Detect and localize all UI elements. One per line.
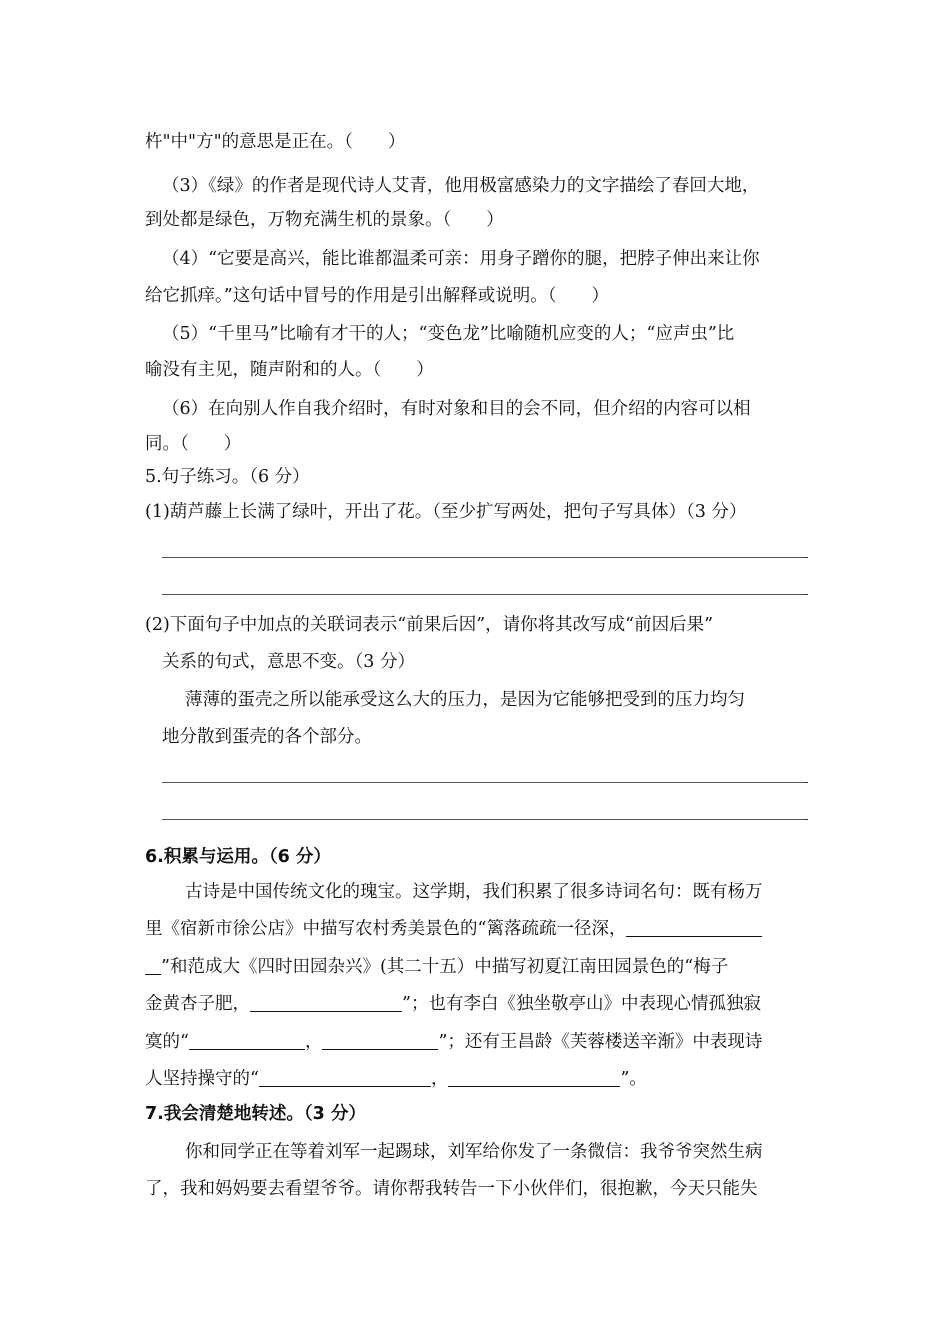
q6-line2-text: 里《宿新市徐公店》中描写农村秀美景色的“篱落疏疏一径深， xyxy=(145,919,627,939)
q6-line3 xyxy=(145,955,728,979)
fill-blank[interactable] xyxy=(189,1031,305,1050)
fill-blank[interactable] xyxy=(250,993,402,1012)
q7-line2: 了，我和妈妈要去看望爷爷。请你帮我转告一下小伙伴们，很抱歉，今天只能失 xyxy=(145,1179,758,1199)
q6-line6-text-c: ”。 xyxy=(620,1069,647,1089)
fill-blank[interactable] xyxy=(259,1068,431,1087)
q6-line4-text-a: 金黄杏子肥， xyxy=(145,994,250,1014)
q6-line6-text-a: 人坚持操守的“ xyxy=(145,1069,259,1089)
q4-item3-line2: 到处都是绿色，万物充满生机的景象。（ ） xyxy=(145,210,504,230)
q4-item6-line2: 同。（ ） xyxy=(145,434,242,454)
fill-blank[interactable] xyxy=(322,1031,438,1050)
q5-heading: 5.句子练习。（6 分） xyxy=(145,467,310,487)
q6-line4-text-b: ”；也有李白《独坐敬亭山》中表现心情孤独寂 xyxy=(402,994,761,1014)
fill-blank-continued[interactable] xyxy=(145,956,161,975)
answer-line[interactable] xyxy=(162,557,805,558)
q5-sub2-line2: 关系的句式，意思不变。（3 分） xyxy=(162,652,415,672)
q7-heading: 7.我会清楚地转述。（3 分） xyxy=(145,1104,366,1124)
q4-item6-line1: （6）在向别人作自我介绍时，有时对象和目的会不同，但介绍的内容可以相 xyxy=(162,399,751,419)
fill-blank[interactable] xyxy=(626,918,762,937)
answer-line[interactable] xyxy=(162,594,805,595)
q5-sub1: (1)葫芦藤上长满了绿叶，开出了花。（至少扩写两处，把句子写具体）（3 分） xyxy=(145,502,747,522)
q6-line6 xyxy=(145,1067,647,1091)
q6-line5 xyxy=(145,1030,762,1054)
q4-item5-line1: （5）“千里马”比喻有才干的人；“变色龙”比喻随机应变的人；“应声虫”比 xyxy=(162,324,735,344)
q6-line5-text-a: 寞的“ xyxy=(145,1032,189,1052)
q6-line5-text-b: ， xyxy=(304,1032,323,1052)
q6-line4 xyxy=(145,992,761,1016)
q4-item5-line2: 喻没有主见，随声附和的人。（ ） xyxy=(145,360,434,380)
fill-blank[interactable] xyxy=(448,1068,620,1087)
answer-line[interactable] xyxy=(162,782,805,783)
q6-line2 xyxy=(145,917,762,941)
q6-line3-text: ”和范成大《四时田园杂兴》(其二十五）中描写初夏江南田园景色的“梅子 xyxy=(161,957,729,977)
q5-sub2-line1: (2)下面句子中加点的关联词表示“前果后因”，请你将其改写成“前因后果” xyxy=(145,615,714,635)
q6-heading: 6.积累与运用。（6 分） xyxy=(145,847,331,867)
q4-line0: 杵"中"方"的意思是正在。（ ） xyxy=(145,132,406,152)
q6-line1: 古诗是中国传统文化的瑰宝。这学期，我们积累了很多诗词名句：既有杨万 xyxy=(185,882,763,902)
q4-item3-line1: （3）《绿》的作者是现代诗人艾青，他用极富感染力的文字描绘了春回大地， xyxy=(162,176,760,196)
q5-sentence-line2: 地分散到蛋壳的各个部分。 xyxy=(162,727,372,747)
q5-sentence-line1: 薄薄的蛋壳之所以能承受这么大的压力，是因为它能够把受到的压力均匀 xyxy=(185,690,745,710)
q6-line6-text-b: ， xyxy=(430,1069,449,1089)
q4-item4-line2: 给它抓痒。”这句话中冒号的作用是引出解释或说明。（ ） xyxy=(145,286,609,306)
q4-item4-line1: （4）“它要是高兴，能比谁都温柔可亲：用身子蹭你的腿，把脖子伸出来让你 xyxy=(162,249,760,269)
q7-line1: 你和同学正在等着刘军一起踢球，刘军给你发了一条微信：我爷爷突然生病 xyxy=(185,1142,763,1162)
q6-line5-text-c: ”；还有王昌龄《芙蓉楼送辛渐》中表现诗 xyxy=(438,1032,763,1052)
answer-line[interactable] xyxy=(162,819,805,820)
